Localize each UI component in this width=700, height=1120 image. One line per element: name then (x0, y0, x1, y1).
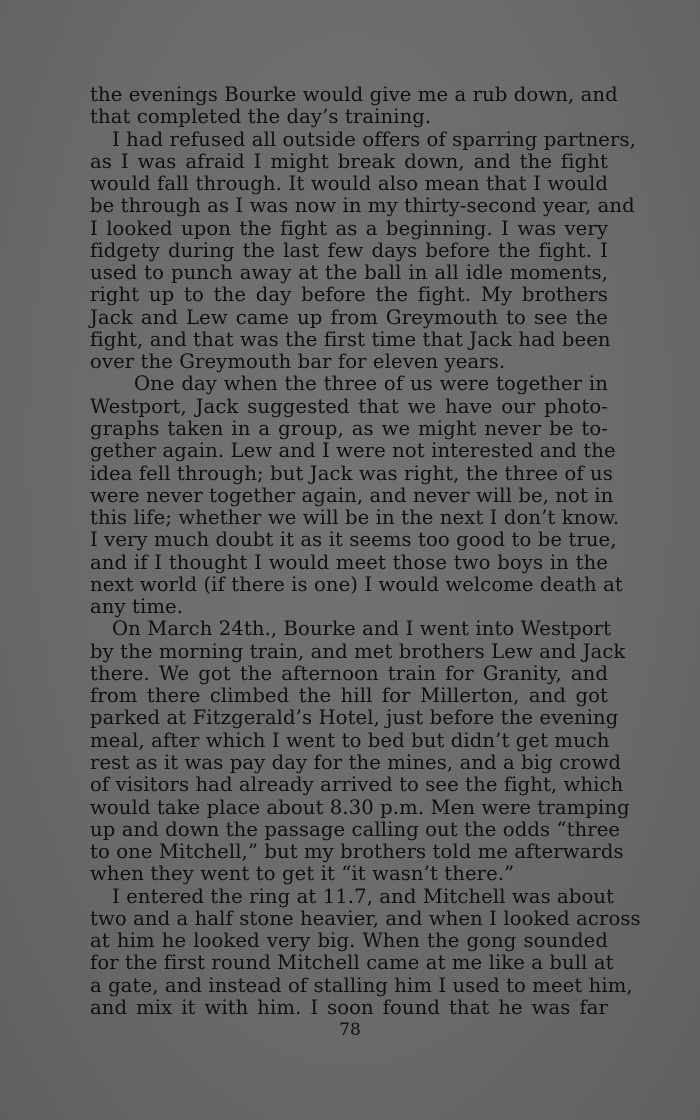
text-line: parked at Fitzgerald’s Hotel, just before the evening (90, 706, 619, 730)
text-line: would fall through. It would also mean that I would (90, 172, 608, 196)
text-line: were never together again, and never will be, not in (90, 483, 614, 507)
text-line: next world (if there is one) I would welcome death at (90, 572, 623, 596)
text-line: the evenings Bourke would give me a rub down, and (90, 83, 618, 106)
text-line: from there climbed the hill for Millerton, and got (90, 684, 608, 708)
text-line: fight, and that was the first time that Jack had been (90, 327, 611, 351)
page-number: 78 (339, 1020, 361, 1040)
text-line: Jack and Lew came up from Greymouth to see the (90, 305, 608, 329)
text-line: I looked upon the fight as a beginning. I was very (90, 216, 608, 240)
text-line: a gate, and instead of stalling him I used to meet him, (90, 973, 633, 997)
text-line: One day when the three of us were together in (134, 372, 608, 396)
text-line: over the Greymouth bar for eleven years. (90, 350, 506, 374)
text-line: any time. (90, 595, 184, 619)
text-line: when they went to get it “it wasn’t there.” (90, 862, 515, 886)
text-line: and if I thought I would meet those two boys in the (90, 550, 608, 574)
text-line: graphs taken in a group, as we might never be to- (90, 416, 608, 440)
text-line: Westport, Jack suggested that we have our photo- (90, 394, 608, 418)
text-line: fidgety during the last few days before the fight. I (90, 238, 608, 262)
text-line: idea fell through; but Jack was right, the three of us (90, 461, 613, 485)
text-line: right up to the day before the fight. My brothers (90, 283, 608, 307)
text-line: up and down the passage calling out the odds “three (90, 817, 621, 841)
text-line: there. We got the afternoon train for Granity, and (90, 661, 608, 685)
text-line: at him he looked very big. When the gong sounded (90, 929, 608, 953)
text-line: meal, after which I went to bed but didn’t get much (90, 728, 610, 752)
text-line: be through as I was now in my thirty-second year, and (90, 194, 635, 218)
text-line: I entered the ring at 11.7, and Mitchell was about (112, 884, 615, 908)
text-line: I had refused all outside offers of sparring partners, (112, 127, 636, 151)
body-text (90, 83, 641, 1019)
text-line: gether again. Lew and I were not interested and the (90, 439, 616, 463)
text-line: as I was afraid I might break down, and the fight (90, 149, 608, 173)
text-line: to one Mitchell,” but my brothers told me afterwards (90, 840, 624, 864)
text-line: would take place about 8.30 p.m. Men were tramping (90, 795, 630, 819)
text-line: by the morning train, and met brothers Lew and Jack (90, 639, 626, 663)
text-line: that completed the day’s training. (90, 105, 432, 129)
text-line: used to punch away at the ball in all idle moments, (90, 261, 608, 285)
text-line: for the first round Mitchell came at me like a bull at (90, 951, 614, 975)
text-line: On March 24th., Bourke and I went into Westport (112, 617, 612, 641)
text-line: of visitors had already arrived to see the fight, which (90, 773, 624, 797)
text-line: this life; whether we will be in the next I don’t know. (90, 506, 620, 530)
text-line: two and a half stone heavier, and when I looked across (90, 906, 641, 930)
text-line: and mix it with him. I soon found that he was far (90, 995, 608, 1019)
text-line: rest as it was pay day for the mines, and a big crowd (90, 750, 622, 774)
text-line: I very much doubt it as it seems too good to be true, (90, 528, 617, 552)
